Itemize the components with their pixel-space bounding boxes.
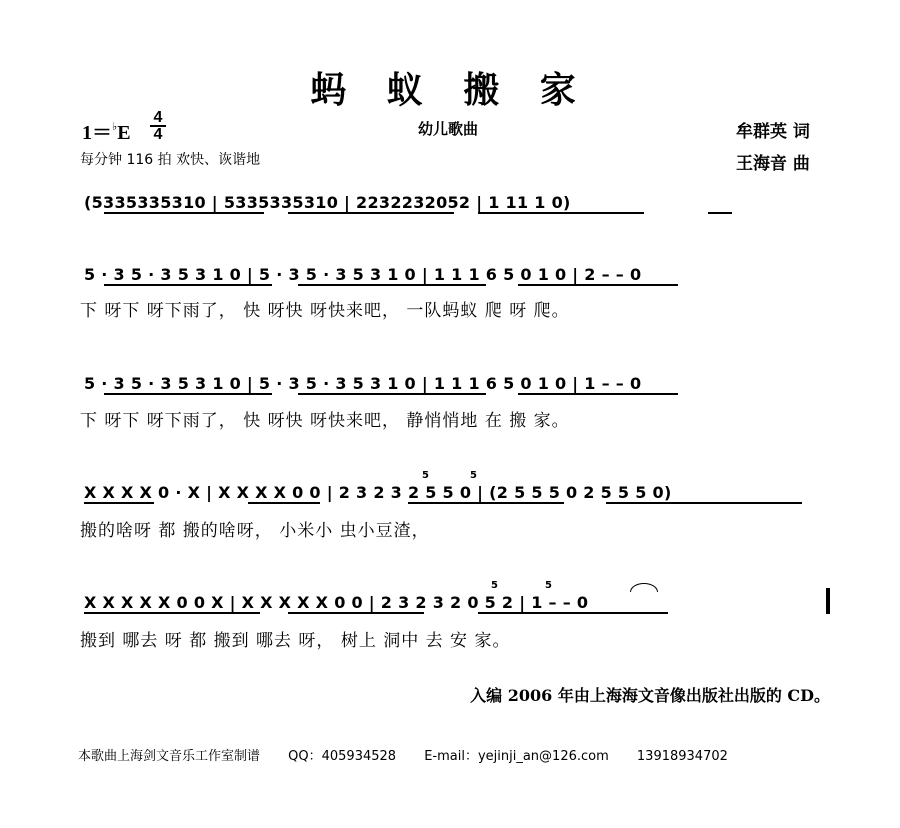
beam-line xyxy=(84,502,154,504)
beam-line xyxy=(478,212,644,214)
beam-line xyxy=(408,502,564,504)
footer-credits xyxy=(78,745,752,764)
time-signature xyxy=(150,110,166,142)
score-row-3: 5 · 3 5 · 3 5 3 1 0 | 5 · 3 5 · 3 5 3 1 0 | 1 1 1 6 5 0 1 0 | 1 – – 0 xyxy=(84,374,642,393)
beam-line xyxy=(84,612,260,614)
beam-line xyxy=(708,212,732,214)
final-barline xyxy=(826,588,830,614)
publication-note: 入编 2006 年由上海海文音像出版社出版的 CD。 xyxy=(470,686,830,705)
flat-sign: ♭ xyxy=(112,121,118,133)
beam-line xyxy=(288,212,454,214)
song-genre: 幼儿歌曲 xyxy=(418,120,479,138)
grace-note: 5 xyxy=(422,470,429,481)
tempo-marking: 每分钟 116 拍 欢快、诙谐地 xyxy=(80,152,261,168)
beam-line xyxy=(288,612,424,614)
beam-line xyxy=(104,284,272,286)
footer-email: E-mail：yejinji_an@126.com xyxy=(424,749,609,764)
key-signature xyxy=(82,116,131,145)
grace-note: 5 xyxy=(491,580,498,591)
slur-mark xyxy=(630,583,658,592)
lyricist-credit: 牟群英 词 xyxy=(736,122,810,142)
beam-line xyxy=(104,212,264,214)
score-row-2: 5 · 3 5 · 3 5 3 1 0 | 5 · 3 5 · 3 5 3 1 0 | 1 1 1 6 5 0 1 0 | 2 – – 0 xyxy=(84,265,642,284)
meter-top: 4 xyxy=(150,110,166,127)
grace-note: 5 xyxy=(545,580,552,591)
score-row-5: X X X X X 0 0 X | X X X X X 0 0 | 2 3 2 3 2 0 5 2 | 1 – – 0 xyxy=(84,593,589,612)
footer-qq: QQ：405934528 xyxy=(288,749,397,764)
beam-line xyxy=(298,393,486,395)
beam-line xyxy=(518,393,678,395)
beam-line xyxy=(518,284,678,286)
beam-line xyxy=(606,502,802,504)
grace-note: 5 xyxy=(470,470,477,481)
beam-line xyxy=(298,284,486,286)
beam-line xyxy=(478,612,668,614)
lyrics-row-4: 搬的啥呀 都 搬的啥呀， 小米小 虫小豆渣， xyxy=(80,521,430,541)
song-title: 蚂 蚁 搬 家 xyxy=(310,69,590,111)
footer-studio: 本歌曲上海剑文音乐工作室制谱 xyxy=(78,749,261,764)
lyrics-row-3: 下 呀下 呀下雨了， 快 呀快 呀快来吧， 静悄悄地 在 搬 家。 xyxy=(80,411,570,431)
composer-credit: 王海音 曲 xyxy=(736,154,810,174)
key-prefix: 1＝ xyxy=(82,122,112,144)
lyrics-row-5: 搬到 哪去 呀 都 搬到 哪去 呀， 树上 洞中 去 安 家。 xyxy=(80,631,511,651)
meter-bottom: 4 xyxy=(153,126,163,143)
lyrics-row-2: 下 呀下 呀下雨了， 快 呀快 呀快来吧， 一队蚂蚁 爬 呀 爬。 xyxy=(80,301,570,321)
beam-line xyxy=(248,502,320,504)
beam-line xyxy=(104,393,272,395)
footer-phone: 13918934702 xyxy=(636,749,728,764)
key-note: E xyxy=(117,122,131,144)
score-row-intro: (5335335310 | 5335335310 | 2232232052 | 1 11 1 0) xyxy=(84,193,571,212)
score-row-4: X X X X 0 · X | X X X X 0 0 | 2 3 2 3 2 5 5 0 | (2 5 5 5 0 2 5 5 5 0) xyxy=(84,483,672,502)
